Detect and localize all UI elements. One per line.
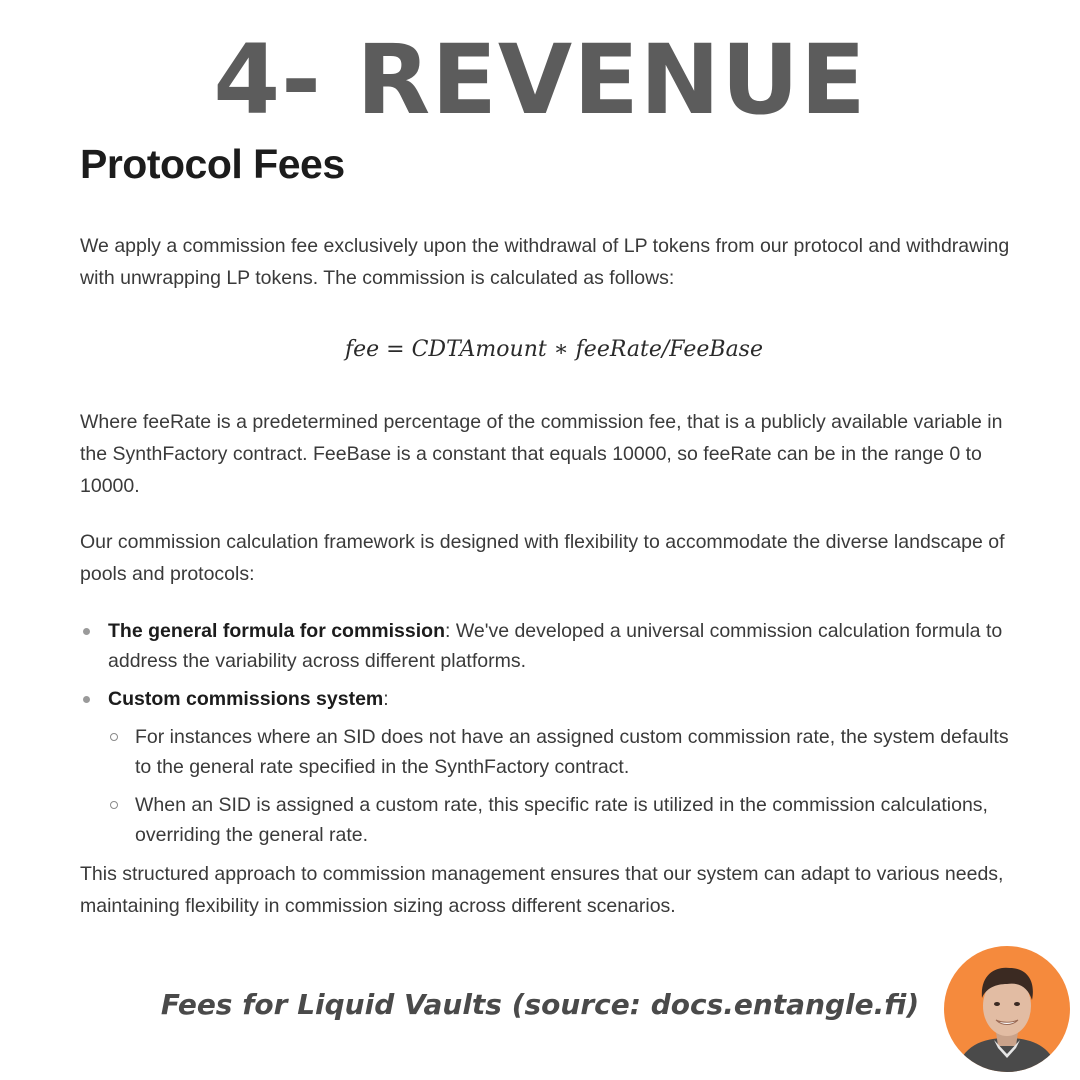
document-screenshot bbox=[80, 138, 1020, 922]
bullet-dot-icon bbox=[83, 628, 90, 635]
commission-list bbox=[80, 616, 1020, 850]
sub-list-item bbox=[108, 790, 1020, 850]
person-portrait-icon bbox=[944, 946, 1070, 1072]
avatar bbox=[944, 946, 1070, 1072]
framework-paragraph: Our commission calculation framework is designed with flexibility to accommodate the diverse landscape of pools and protocols: bbox=[80, 531, 1005, 585]
list-item-text: : bbox=[383, 688, 389, 710]
bullet-dot-icon bbox=[83, 696, 90, 703]
bullet-circle-icon bbox=[110, 733, 118, 741]
list-item bbox=[80, 616, 1020, 676]
list-item-title: Custom commissions system bbox=[108, 688, 384, 710]
list-item bbox=[80, 684, 1020, 850]
section-heading: Protocol Fees bbox=[80, 141, 345, 187]
fee-rate-paragraph: Where feeRate is a predetermined percentage of the commission fee, that is a publicly available variable in the SynthFactory contract. FeeBase is a constant that equals 10000, so feeRate can be in the range 0 to 10000. bbox=[80, 411, 1003, 497]
closing-paragraph: This structured approach to commission management ensures that our system can adapt to various needs, maintaining flexibility in commission sizing across different scenarios. bbox=[80, 863, 1004, 917]
sub-list-item-text: When an SID is assigned a custom rate, this specific rate is utilized in the commission calculations, overriding the general rate. bbox=[135, 794, 988, 846]
slide-title: 4- REVENUE bbox=[213, 24, 867, 136]
intro-paragraph: We apply a commission fee exclusively upon the withdrawal of LP tokens from our protocol and withdrawing with unwrapping LP tokens. The commission is calculated as follows: bbox=[80, 235, 1010, 289]
fee-formula: fee = CDTAmount ∗ feeRate/FeeBase bbox=[345, 337, 763, 362]
slide-caption: Fees for Liquid Vaults (source: docs.entangle.fi) bbox=[160, 988, 920, 1021]
list-item-title: The general formula for commission bbox=[108, 620, 445, 642]
sub-list bbox=[108, 722, 1020, 850]
sub-list-item bbox=[108, 722, 1020, 782]
list-item-text: : We've developed a universal commission calculation formula to address the variability across different platforms. bbox=[108, 620, 1003, 672]
bullet-circle-icon bbox=[110, 801, 118, 809]
sub-list-item-text: For instances where an SID does not have an assigned custom commission rate, the system defaults to the general rate specified in the SynthFactory contract. bbox=[135, 726, 1009, 778]
